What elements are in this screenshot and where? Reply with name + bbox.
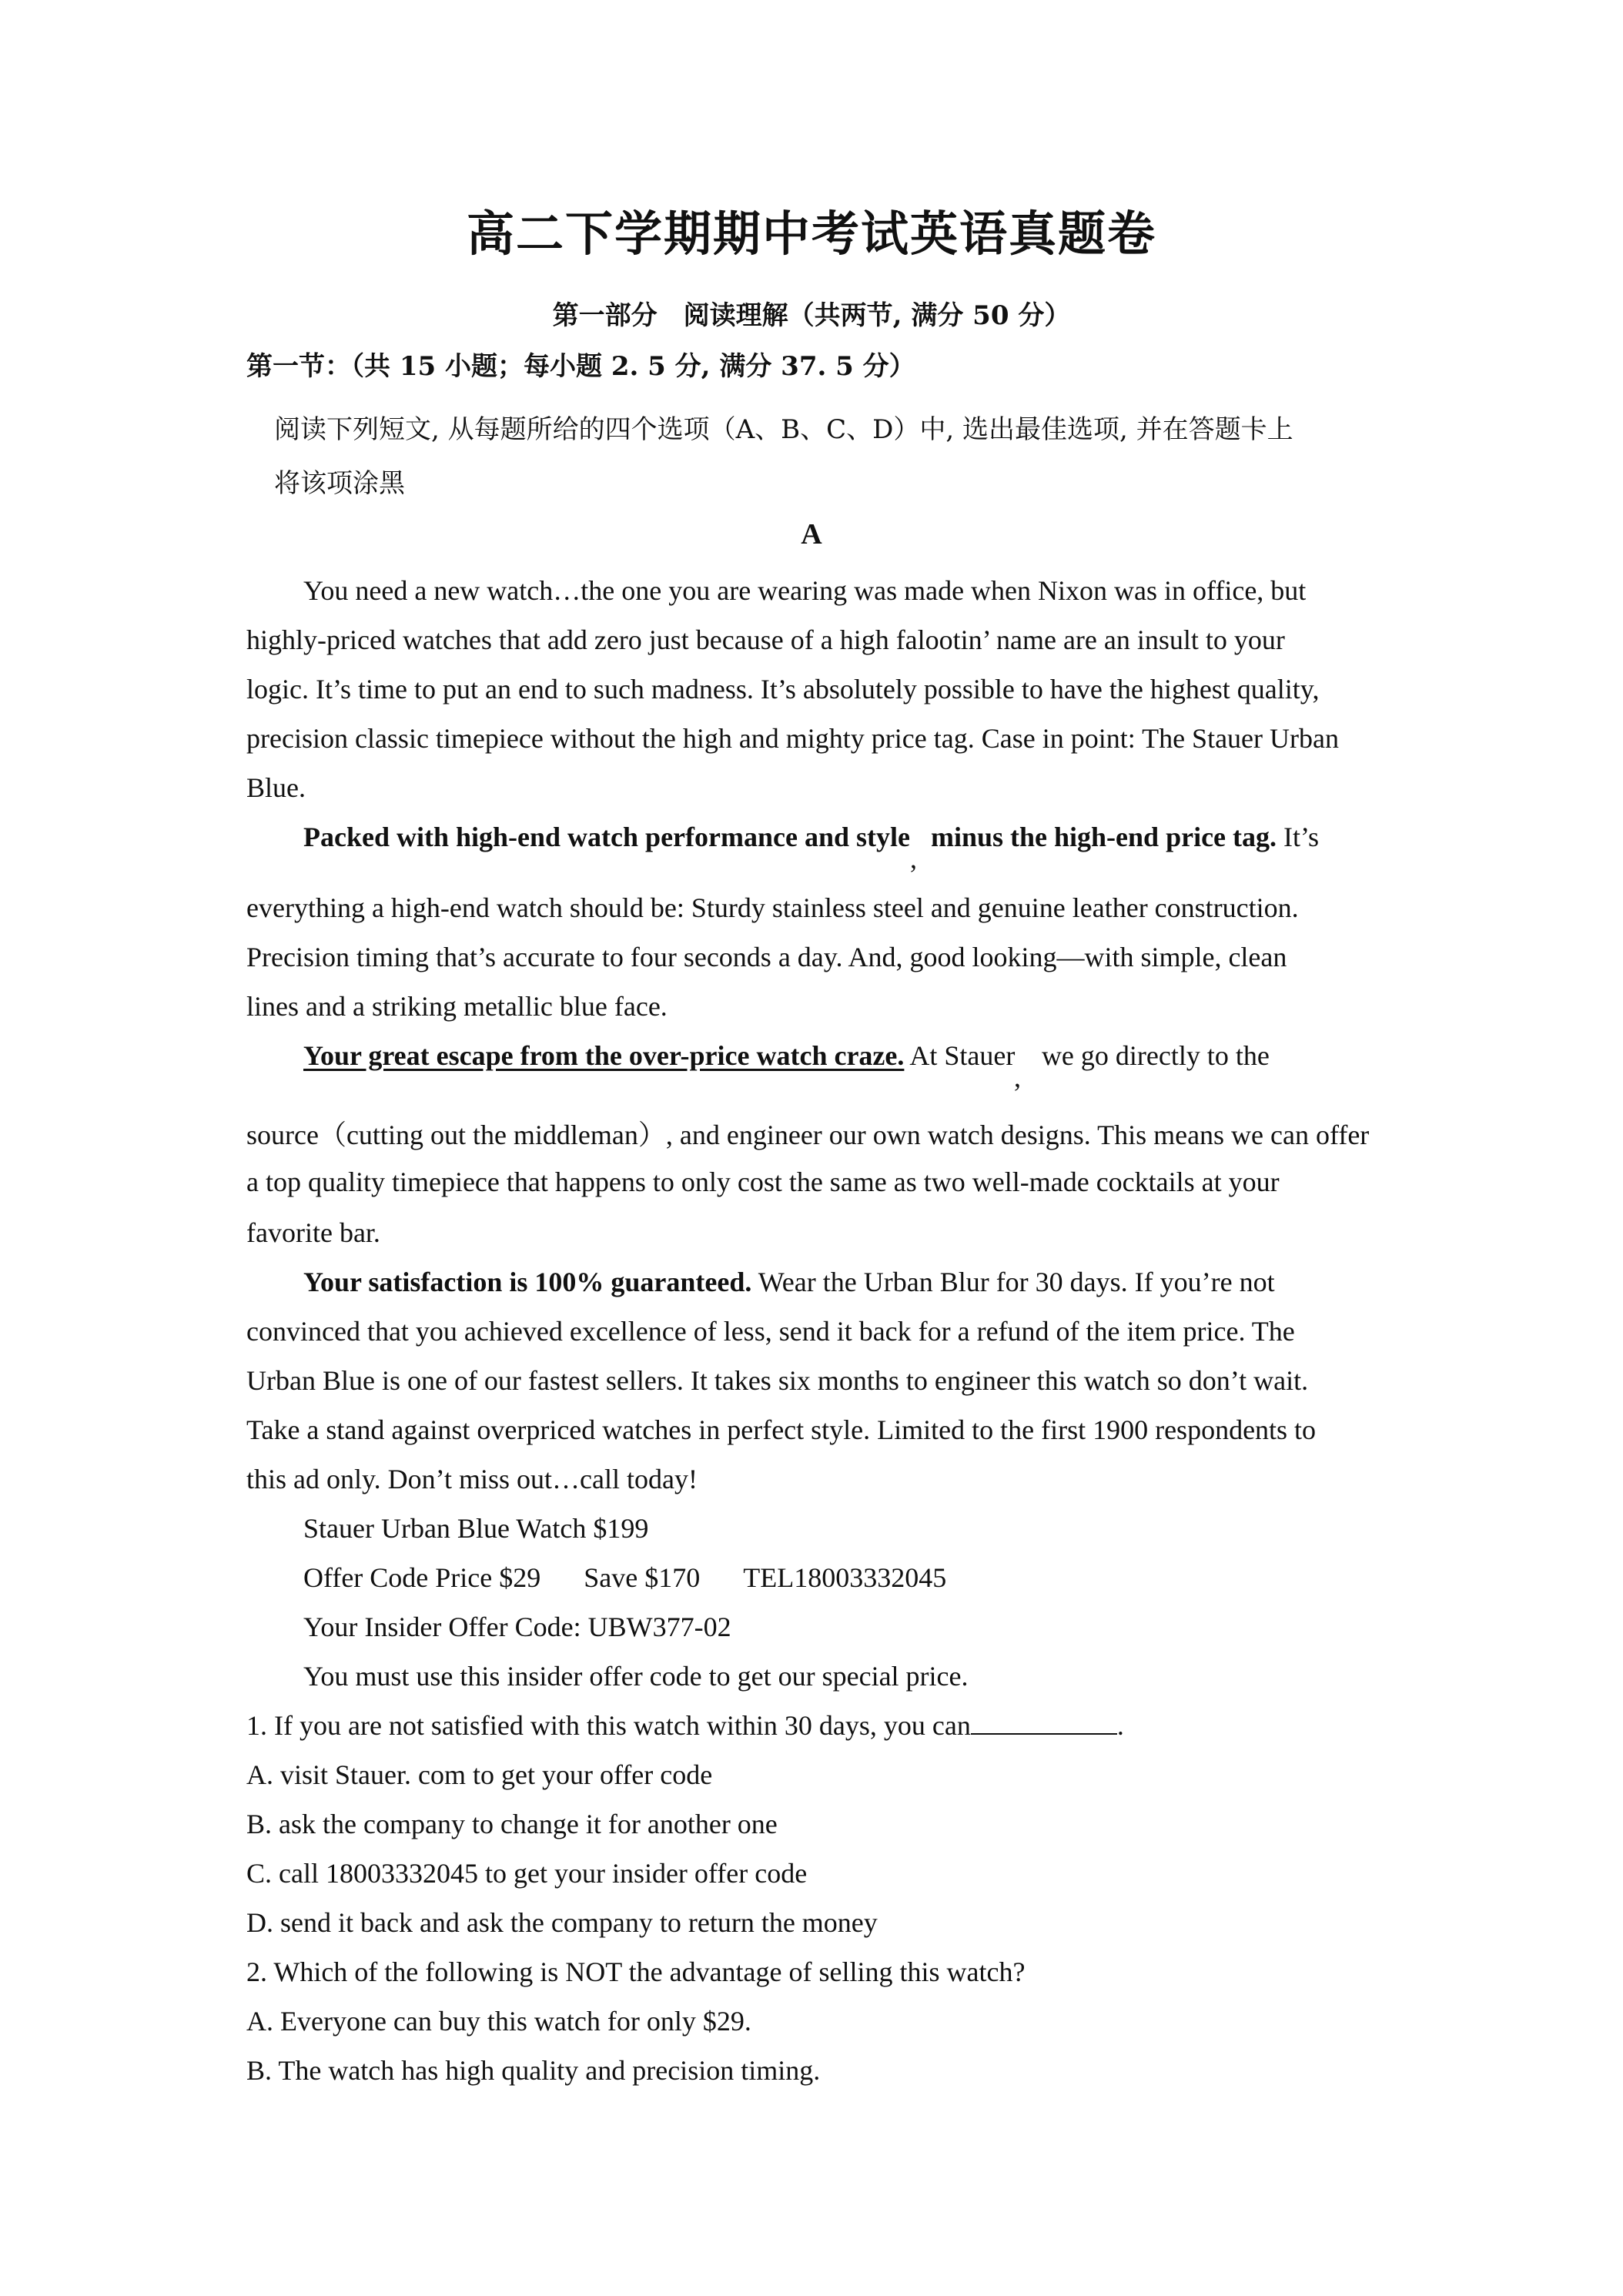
instruction-line-2: 将该项涂黑 — [274, 468, 405, 499]
ad-note: You must use this insider offer code to get our special price. — [303, 1661, 969, 1692]
underlined-heading: Your great escape from the over-price watch craze. — [303, 1040, 905, 1071]
inline-text: we go directly to the — [1041, 1040, 1270, 1071]
instruction-line-1: 阅读下列短文, 从每题所给的四个选项（A、B、C、D）中, 选出最佳选项, 并在答题卡上 — [274, 414, 1293, 445]
answer-blank — [971, 1713, 1117, 1735]
question-2: 2. Which of the following is NOT the advantage of selling this watch? — [246, 1956, 1026, 1987]
question-end: . — [1116, 1710, 1124, 1741]
passage-line: precision classic timepiece without the high and mighty price tag. Case in point: The Stauer Urban — [246, 723, 1339, 754]
passage-line: highly-priced watches that add zero just because of a high falootin’ name are an insult to your — [246, 624, 1285, 655]
passage-line: Precision timing that’s accurate to four seconds a day. And, good looking—with simple, clean — [246, 942, 1287, 972]
passage-line: Blue. — [246, 772, 306, 803]
ad-product: Stauer Urban Blue Watch $199 — [303, 1513, 649, 1544]
comma: , — [909, 843, 917, 874]
q2-option-a: A. Everyone can buy this watch for only $29. — [246, 2006, 751, 2037]
bold-lead: Your satisfaction is 100% guaranteed. — [303, 1267, 752, 1297]
passage-letter: A — [801, 518, 822, 551]
part-heading: 第一部分 阅读理解（共两节, 满分 50 分） — [552, 300, 1071, 331]
section-heading: 第一节：（共 15 小题；每小题 2. 5 分, 满分 37. 5 分） — [246, 351, 915, 382]
q2-option-b: B. The watch has high quality and precision timing. — [246, 2055, 821, 2086]
passage-line: favorite bar. — [246, 1217, 380, 1248]
ad-offer-price: Offer Code Price $29 — [303, 1562, 541, 1593]
passage-line-bold — [303, 1039, 1270, 1093]
passage-line: Urban Blue is one of our fastest sellers. It takes six months to engineer this watch so don’t wait. — [246, 1365, 1309, 1396]
inline-text: Wear the Urban Blur for 30 days. If you’re not — [751, 1267, 1275, 1297]
ad-offer-line — [303, 1561, 946, 1594]
ad-save: Save $170 — [584, 1562, 701, 1593]
passage-line: everything a high-end watch should be: Sturdy stainless steel and genuine leather construction. — [246, 892, 1299, 923]
bold-tail: It’s — [1277, 822, 1320, 852]
bold-lead-a: Packed with high-end watch performance and style — [303, 822, 910, 852]
passage-line: You need a new watch…the one you are wearing was made when Nixon was in office, but — [303, 575, 1307, 606]
q1-option-b: B. ask the company to change it for another one — [246, 1809, 778, 1839]
q1-option-a: A. visit Stauer. com to get your offer code — [246, 1759, 713, 1790]
inline-text: At Stauer — [904, 1040, 1014, 1071]
passage-line-bold — [303, 1266, 1275, 1298]
bold-lead-b: minus the high-end price tag. — [930, 822, 1277, 852]
passage-line-bold — [303, 821, 1320, 874]
question-stem: 1. If you are not satisfied with this watch within 30 days, you can — [246, 1710, 971, 1741]
page-title: 高二下学期期中考试英语真题卷 — [466, 206, 1156, 262]
ad-tel: TEL18003332045 — [743, 1562, 947, 1593]
passage-line: source（cutting out the middleman）, and engineer our own watch designs. This means we can offer — [246, 1120, 1370, 1150]
q1-option-d: D. send it back and ask the company to return the money — [246, 1907, 878, 1938]
passage-line: logic. It’s time to put an end to such madness. It’s absolutely possible to have the highest quality, — [246, 674, 1320, 705]
passage-line: lines and a striking metallic blue face. — [246, 991, 668, 1022]
passage-line: Take a stand against overpriced watches in perfect style. Limited to the first 1900 respondents to — [246, 1414, 1317, 1445]
passage-line: this ad only. Don’t miss out…call today! — [246, 1464, 698, 1494]
question-1 — [246, 1709, 1124, 1742]
passage-line: convinced that you achieved excellence of less, send it back for a refund of the item price. The — [246, 1316, 1295, 1347]
q1-option-c: C. call 18003332045 to get your insider offer code — [246, 1858, 808, 1889]
ad-code: Your Insider Offer Code: UBW377-02 — [303, 1612, 731, 1642]
passage-line: a top quality timepiece that happens to only cost the same as two well-made cocktails at your — [246, 1166, 1280, 1197]
comma: , — [1013, 1062, 1021, 1093]
